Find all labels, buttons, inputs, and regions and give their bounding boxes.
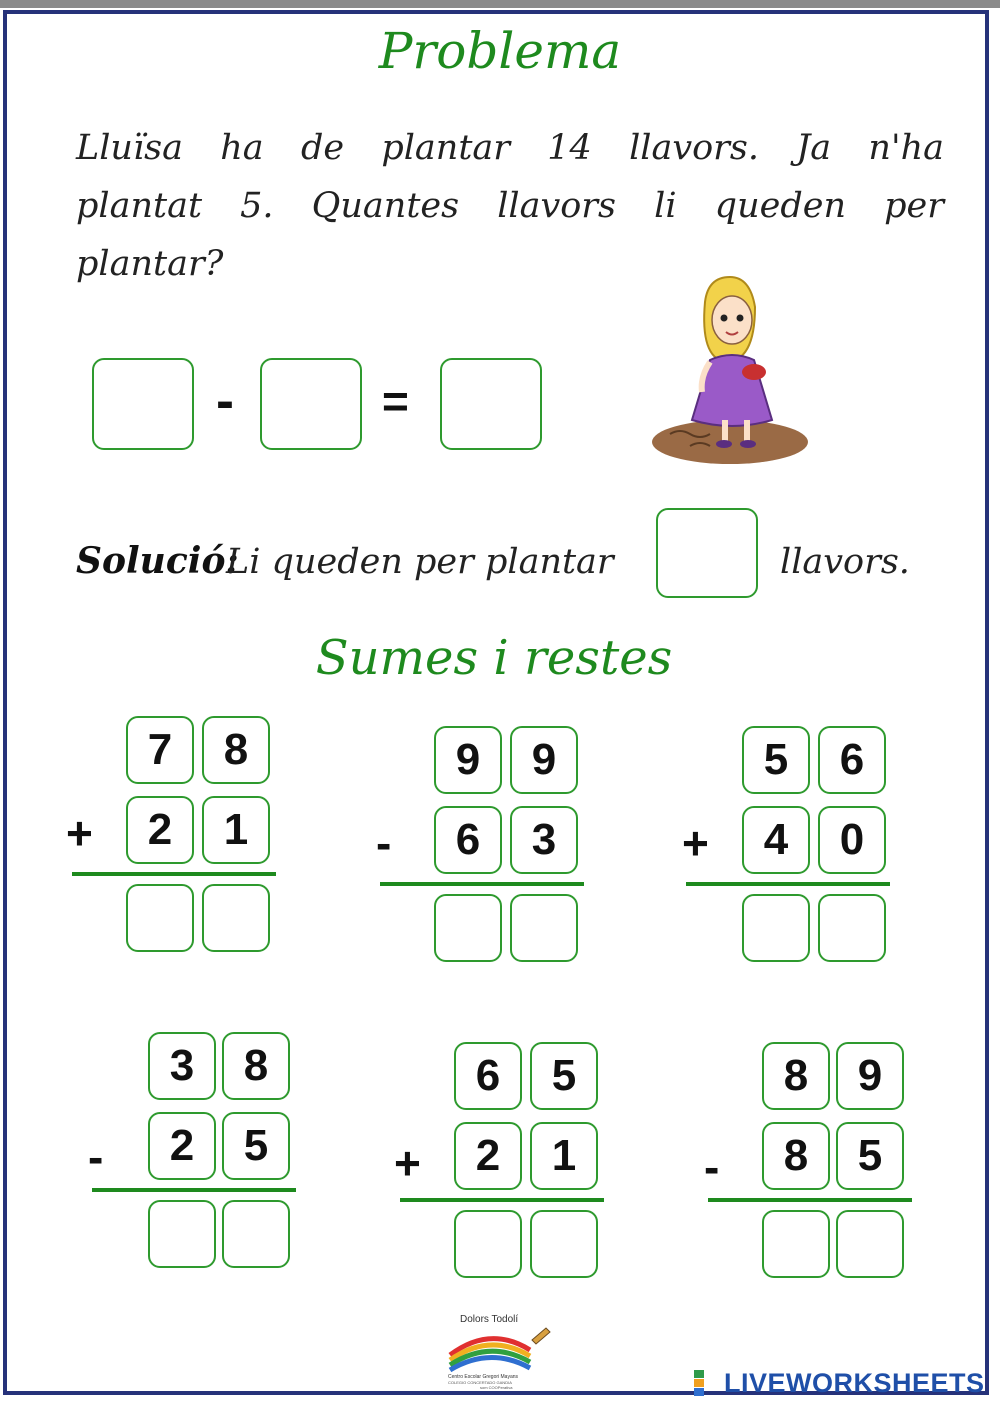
- ex3-top-tens: 5: [742, 726, 810, 794]
- solution-end-text: llavors.: [780, 542, 910, 582]
- problem-line-3: plantar?: [76, 244, 224, 284]
- ex2-answer-tens-input[interactable]: [434, 894, 502, 962]
- ex6-bottom-tens: 8: [762, 1122, 830, 1190]
- ex3-answer-tens-input[interactable]: [742, 894, 810, 962]
- ex3-sum-line: [686, 882, 890, 886]
- ex5-top-tens: 6: [454, 1042, 522, 1110]
- ex6-answer-units-input[interactable]: [836, 1210, 904, 1278]
- ex6-top-units: 9: [836, 1042, 904, 1110]
- problem-line-2: plantat 5. Quantes llavors li queden per: [76, 186, 944, 226]
- solution-answer-input[interactable]: [656, 508, 758, 598]
- ex4-answer-tens-input[interactable]: [148, 1200, 216, 1268]
- ex2-top-tens: 9: [434, 726, 502, 794]
- solution-text: Li queden per plantar: [226, 542, 614, 582]
- ex3-answer-units-input[interactable]: [818, 894, 886, 962]
- solution-label: Solució:: [76, 540, 239, 582]
- ex5-bottom-tens: 2: [454, 1122, 522, 1190]
- ex1-answer-units-input[interactable]: [202, 884, 270, 952]
- ex6-bottom-units: 5: [836, 1122, 904, 1190]
- ex5-sum-line: [400, 1198, 604, 1202]
- exercises-title: Sumes i restes: [315, 630, 673, 686]
- girl-planting-illustration: [650, 272, 820, 472]
- ex4-bottom-tens: 2: [148, 1112, 216, 1180]
- ex3-operator: +: [682, 817, 709, 869]
- ex1-top-tens: 7: [126, 716, 194, 784]
- liveworksheets-brand[interactable]: LIVEWORKSHEETS: [724, 1368, 985, 1398]
- ex5-bottom-units: 1: [530, 1122, 598, 1190]
- ex4-sum-line: [92, 1188, 296, 1192]
- liveworksheets-icon: [694, 1370, 716, 1396]
- ex5-answer-units-input[interactable]: [530, 1210, 598, 1278]
- ex1-sum-line: [72, 872, 276, 876]
- ex3-bottom-units: 0: [818, 806, 886, 874]
- equation-minus-sign: -: [216, 371, 234, 431]
- ex2-answer-units-input[interactable]: [510, 894, 578, 962]
- ex1-operator: +: [66, 807, 93, 859]
- ex2-sum-line: [380, 882, 584, 886]
- ex1-top-units: 8: [202, 716, 270, 784]
- ex1-answer-tens-input[interactable]: [126, 884, 194, 952]
- problem-title: Problema: [378, 22, 622, 80]
- ex4-answer-units-input[interactable]: [222, 1200, 290, 1268]
- ex6-top-tens: 8: [762, 1042, 830, 1110]
- top-bar: [0, 0, 1000, 8]
- logo-coop: som COOPerativa: [480, 1385, 513, 1390]
- ex6-operator: -: [704, 1141, 720, 1193]
- logo-name: Dolors Todolí: [460, 1314, 519, 1325]
- ex1-bottom-units: 1: [202, 796, 270, 864]
- ex2-bottom-units: 3: [510, 806, 578, 874]
- ex4-bottom-units: 5: [222, 1112, 290, 1180]
- equation-operand-1-input[interactable]: [92, 358, 194, 450]
- ex5-answer-tens-input[interactable]: [454, 1210, 522, 1278]
- ex5-operator: +: [394, 1137, 421, 1189]
- equation-result-input[interactable]: [440, 358, 542, 450]
- equation-operand-2-input[interactable]: [260, 358, 362, 450]
- logo-school: Centro Escolar Gregori Mayans: [448, 1374, 519, 1380]
- school-logo: [440, 1310, 560, 1390]
- ex4-operator: -: [88, 1131, 104, 1183]
- ex1-bottom-tens: 2: [126, 796, 194, 864]
- equation-equals-sign: =: [382, 375, 409, 427]
- ex3-bottom-tens: 4: [742, 806, 810, 874]
- ex3-top-units: 6: [818, 726, 886, 794]
- ex4-top-units: 8: [222, 1032, 290, 1100]
- ex6-sum-line: [708, 1198, 912, 1202]
- ex5-top-units: 5: [530, 1042, 598, 1110]
- problem-line-1: Lluïsa ha de plantar 14 llavors. Ja n'ha: [76, 128, 944, 168]
- ex2-bottom-tens: 6: [434, 806, 502, 874]
- ex2-operator: -: [376, 817, 392, 869]
- ex4-top-tens: 3: [148, 1032, 216, 1100]
- ex6-answer-tens-input[interactable]: [762, 1210, 830, 1278]
- ex2-top-units: 9: [510, 726, 578, 794]
- logo-subtitle: COLEGIO CONCERTADO GANDIA: [448, 1380, 512, 1385]
